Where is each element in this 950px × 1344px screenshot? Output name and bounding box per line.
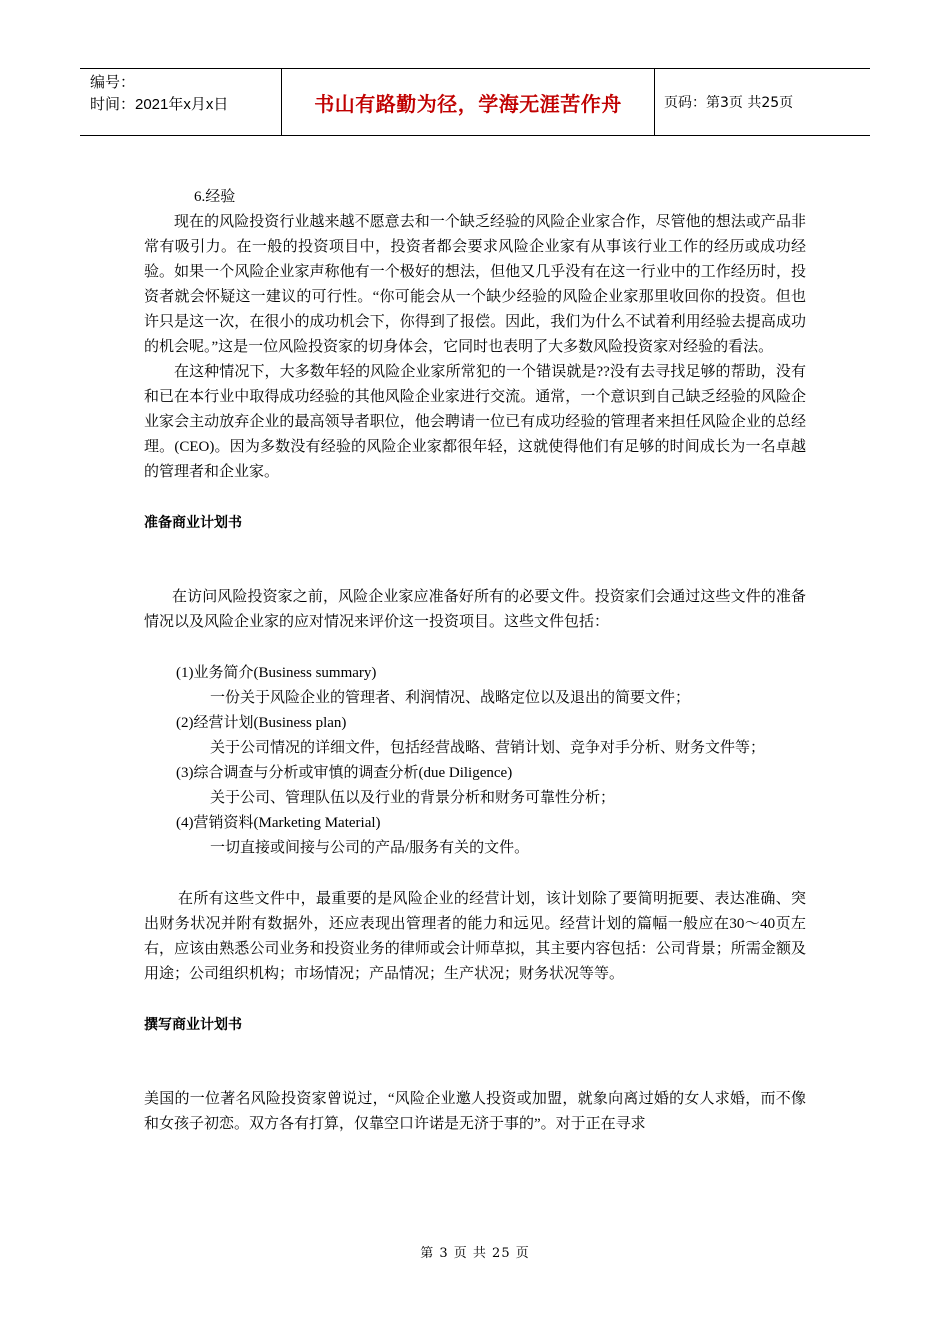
header-number-label: 编号：	[90, 74, 136, 91]
header-page-cell	[655, 69, 870, 135]
experience-paragraph-2: 在这种情况下，大多数年轻的风险企业家所常犯的一个错误就是??没有去寻找足够的帮助，没有和已在本行业中取得成功经验的其他风险企业家进行交流。通常，一个意识到自己缺乏经验的风险企业家会主动放弃企业的最高领导者职位，他会聘请一位已有成功经验的管理者来担任风险企业的总经理。(CEO)。因为多数没有经验的风险企业家都很年轻，这就使得他们有足够的时间成长为一名卓越的管理者和企业家。	[144, 364, 806, 480]
document-item-desc: 一份关于风险企业的管理者、利润情况、战略定位以及退出的简要文件；	[210, 690, 691, 706]
heading-write-business-plan: 撰写商业计划书	[144, 1017, 242, 1033]
write-paragraph: 美国的一位著名风险投资家曾说过，“风险企业邀人投资或加盟，就象向离过婚的女人求婚，而不像和女孩子初恋。双方各有打算，仅靠空口许诺是无济于事的”。对于正在寻求	[144, 1091, 806, 1132]
header-motto: 书山有路勤为径，学海无涯苦作舟	[314, 91, 622, 116]
experience-paragraph-1: 现在的风险投资行业越来越不愿意去和一个缺乏经验的风险企业家合作，尽管他的想法或产品非常有吸引力。在一般的投资项目中，投资者都会要求风险企业家有从事该行业工作的经历或成功经验。如果一个风险企业家声称他有一个极好的想法，但他又几乎没有在这一行业中的工作经历时，投资者就会怀疑这一建议的可行性。“你可能会从一个缺少经验的风险企业家那里收回你的投资。但也许只是这一次，在很小的成功机会下，你得到了报偿。因此，我们为什么不试着利用经验去提高成功的机会呢。”这是一位风险投资家的切身体会，它同时也表明了大多数风险投资家对经验的看法。	[144, 214, 806, 355]
header-meta-cell	[80, 69, 282, 135]
document-item-title: (4)营销资料(Marketing Material)	[176, 815, 381, 831]
prepare-intro-paragraph: 在访问风险投资家之前，风险企业家应准备好所有的必要文件。投资家们会通过这些文件的准备情况以及风险企业家的应对情况来评价这一投资项目。这些文件包括：	[144, 589, 806, 630]
document-item-title: (2)经营计划(Business plan)	[176, 715, 347, 731]
header-page-info: 页码：第3页 共25页	[664, 95, 794, 111]
document-item-title: (3)综合调查与分析或审慎的调查分析(due Diligence)	[176, 765, 513, 781]
page-footer: 第 3 页 共 25 页	[420, 1246, 530, 1261]
header-date-label: 时间：2021年x月x日	[90, 96, 229, 113]
document-item-desc: 关于公司情况的详细文件，包括经营战略、营销计划、竞争对手分析、财务文件等；	[210, 740, 766, 756]
heading-prepare-business-plan: 准备商业计划书	[144, 515, 242, 531]
document-item-desc: 关于公司、管理队伍以及行业的背景分析和财务可靠性分析；	[210, 790, 616, 806]
document-body	[144, 185, 806, 1137]
prepare-summary-paragraph: 在所有这些文件中，最重要的是风险企业的经营计划，该计划除了要简明扼要、表达准确、突出财务状况并附有数据外，还应表现出管理者的能力和远见。经营计划的篇幅一般应在30～40页左右，应该由熟悉公司业务和投资业务的律师或会计师草拟，其主要内容包括：公司背景；所需金额及用途；公司组织机构；市场情况；产品情况；生产状况；财务状况等等。	[144, 891, 806, 982]
document-item-title: (1)业务简介(Business summary)	[176, 665, 377, 681]
page-header	[80, 68, 870, 136]
header-motto-cell	[282, 69, 655, 135]
section-title-experience: 6.经验	[194, 189, 236, 205]
document-item-desc: 一切直接或间接与公司的产品/服务有关的文件。	[210, 840, 530, 856]
